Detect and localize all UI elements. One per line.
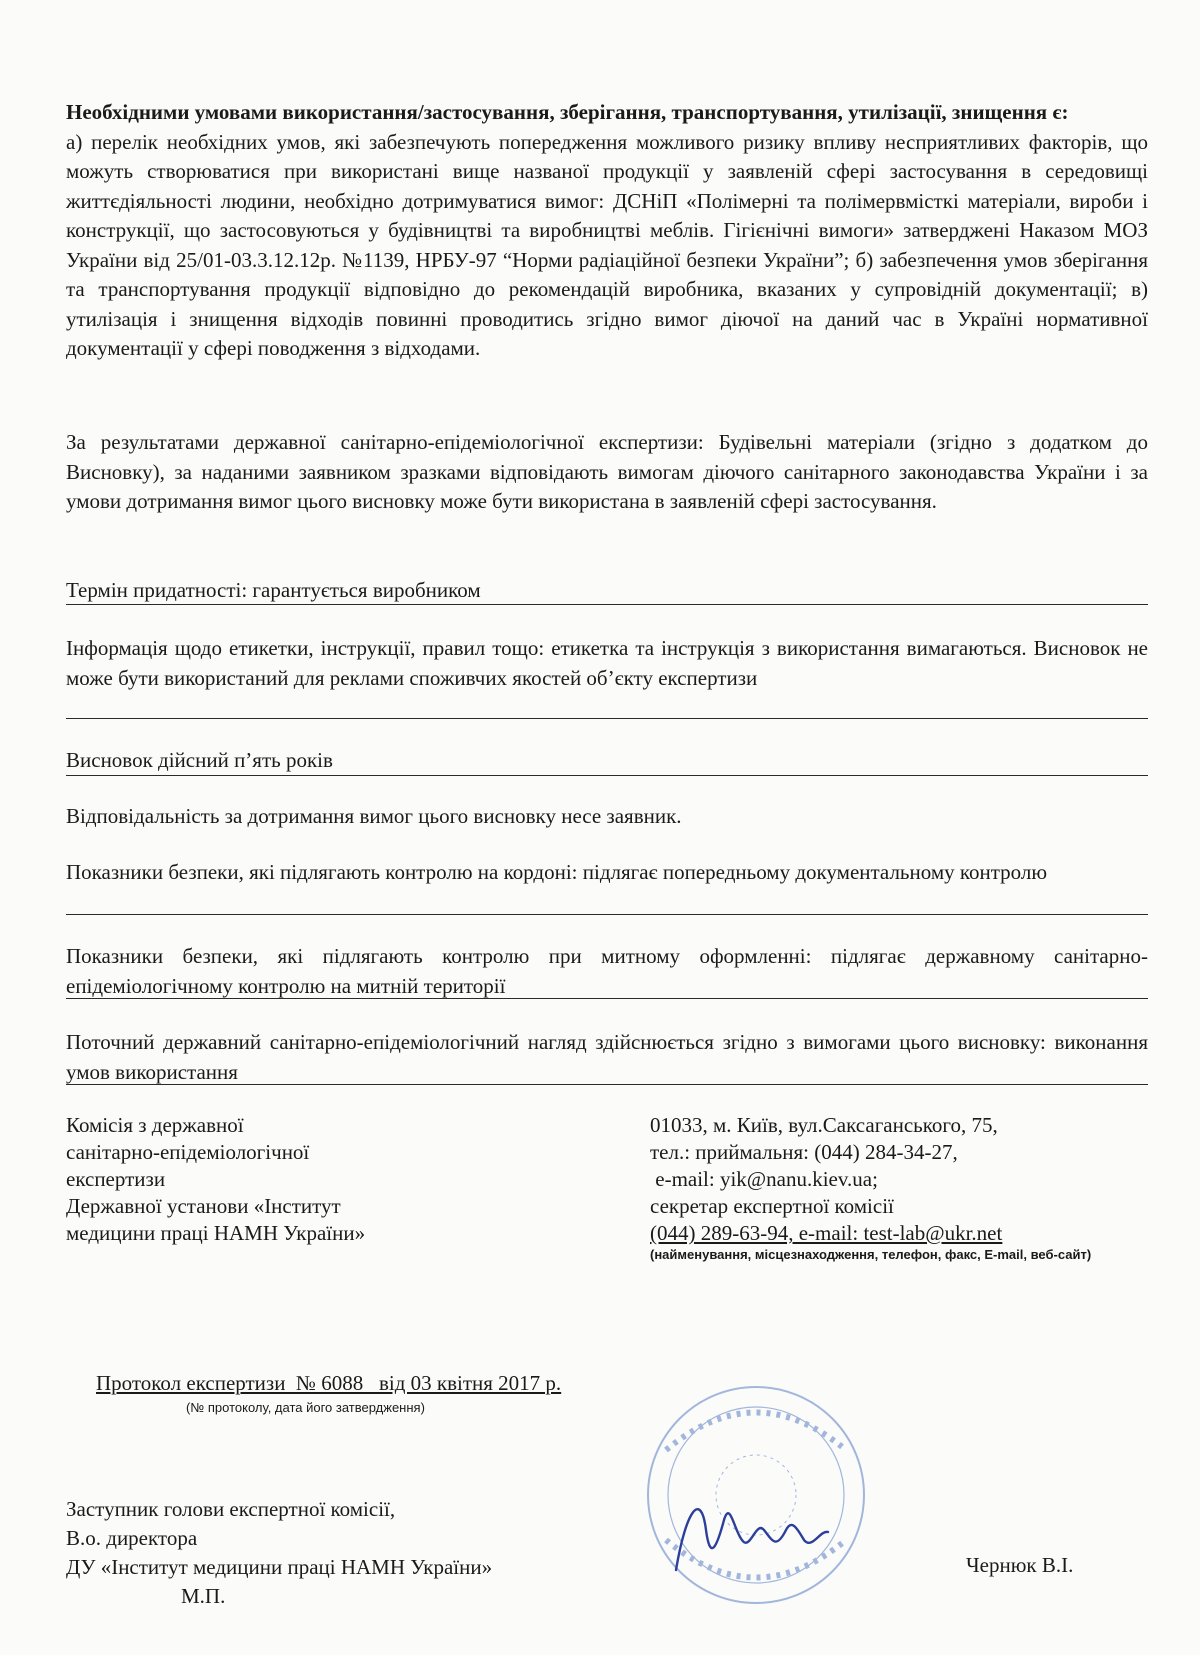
commission-line: експертизи bbox=[66, 1167, 166, 1191]
conditions-heading: Необхідними умовами використання/застосування, зберігання, транспортування, утилізації, знищення є: bbox=[66, 100, 1069, 124]
contact-line: секретар експертної комісії bbox=[650, 1194, 894, 1218]
contacts-block bbox=[650, 1112, 1150, 1263]
divider bbox=[66, 775, 1148, 776]
divider bbox=[66, 914, 1148, 915]
document-page bbox=[66, 0, 1148, 1655]
signature-icon bbox=[676, 1509, 828, 1570]
contact-line: (044) 289-63-94, e-mail: test-lab@ukr.net bbox=[650, 1221, 1003, 1245]
commission-line: медицини праці НАМН України» bbox=[66, 1221, 366, 1245]
conditions-section bbox=[66, 98, 1148, 364]
signatory-line: В.о. директора bbox=[66, 1526, 198, 1550]
validity: Висновок дійсний п’ять років bbox=[66, 748, 333, 772]
stamp-and-signature bbox=[606, 1380, 906, 1610]
contact-line: 01033, м. Київ, вул.Саксаганського, 75, bbox=[650, 1113, 998, 1137]
commission-line: санітарно-епідеміологічної bbox=[66, 1140, 310, 1164]
divider bbox=[66, 718, 1148, 719]
contacts-caption: (найменування, місцезнаходження, телефон, факс, E-mail, веб-сайт) bbox=[650, 1247, 1092, 1262]
label-info: Інформація щодо етикетки, інструкції, правил тощо: етикетка та інструкція з використання вимагаються. Висновок не може бути використаний для реклами споживчих якостей об’єкту експертизи bbox=[66, 636, 1148, 690]
results-paragraph: За результатами державної санітарно-епідеміологічної експертизи: Будівельні матеріали (згідно з додатком до Висновку), за наданими заявником зразками відповідають вимогам діючого санітарного законодавства України і за умови дотримання вимог цього висновку може бути використана в заявленій сфері застосування. bbox=[66, 430, 1148, 513]
divider bbox=[66, 1084, 1148, 1085]
contact-line: тел.: приймальня: (044) 284-34-27, bbox=[650, 1140, 958, 1164]
commission-block bbox=[66, 1112, 486, 1247]
seal-place-label: М.П. bbox=[181, 1584, 226, 1608]
supervision: Поточний державний санітарно-епідеміологічний нагляд здійснюється згідно з вимогами цього висновку: виконання умов використання bbox=[66, 1030, 1148, 1084]
conditions-body: а) перелік необхідних умов, які забезпечують попередження можливого ризику впливу несприятливих факторів, що можуть створюватися при використані вище названої продукції у заявленій сфері застосування в середовищі життєдіяльності людини, необхідно дотримуватися вимог: ДСНіП «Полімерні та полімервмісткі матеріали, вироби і конструкції, що застосовуються у будівництві та виробництві меблів. Гігієнічні вимоги» затверджені Наказом МОЗ України від 25/01-03.3.12.12р. №1139, НРБУ-97 “Норми радіаційної безпеки України”; б) забезпечення умов зберігання та транспортування продукції відповідно до рекомендацій виробника, вказаних у супровідній документації; в) утилізація і знищення відходів повинні проводитись згідно вимог діючої на даний час в Україні нормативної документації у сфері поводження з відходами. bbox=[66, 129, 1148, 360]
signatory-line: ДУ «Інститут медицини праці НАМН України» bbox=[66, 1555, 493, 1579]
stamp-icon bbox=[648, 1387, 864, 1603]
protocol-caption: (№ протоколу, дата його затвердження) bbox=[186, 1400, 425, 1415]
divider bbox=[66, 998, 1148, 999]
signatory-name: Чернюк В.І. bbox=[966, 1553, 1074, 1577]
signatory-line: Заступник голови експертної комісії, bbox=[66, 1497, 396, 1521]
commission-line: Комісія з державної bbox=[66, 1113, 244, 1137]
shelf-life: Термін придатності: гарантується виробником bbox=[66, 578, 481, 602]
customs-control: Показники безпеки, які підлягають контролю при митному оформленні: підлягає державному санітарно-епідеміологічному контролю на митній території bbox=[66, 944, 1148, 998]
divider bbox=[66, 604, 1148, 605]
protocol-line: Протокол експертизи № 6088 від 03 квітня 2017 р. bbox=[96, 1371, 562, 1395]
commission-line: Державної установи «Інститут bbox=[66, 1194, 341, 1218]
responsibility: Відповідальність за дотримання вимог цього висновку несе заявник. bbox=[66, 804, 682, 828]
border-control: Показники безпеки, які підлягають контролю на кордоні: підлягає попередньому документальному контролю bbox=[66, 860, 1048, 884]
contact-line: e-mail: yik@nanu.kiev.ua; bbox=[650, 1167, 878, 1191]
signatory-block bbox=[66, 1495, 492, 1611]
